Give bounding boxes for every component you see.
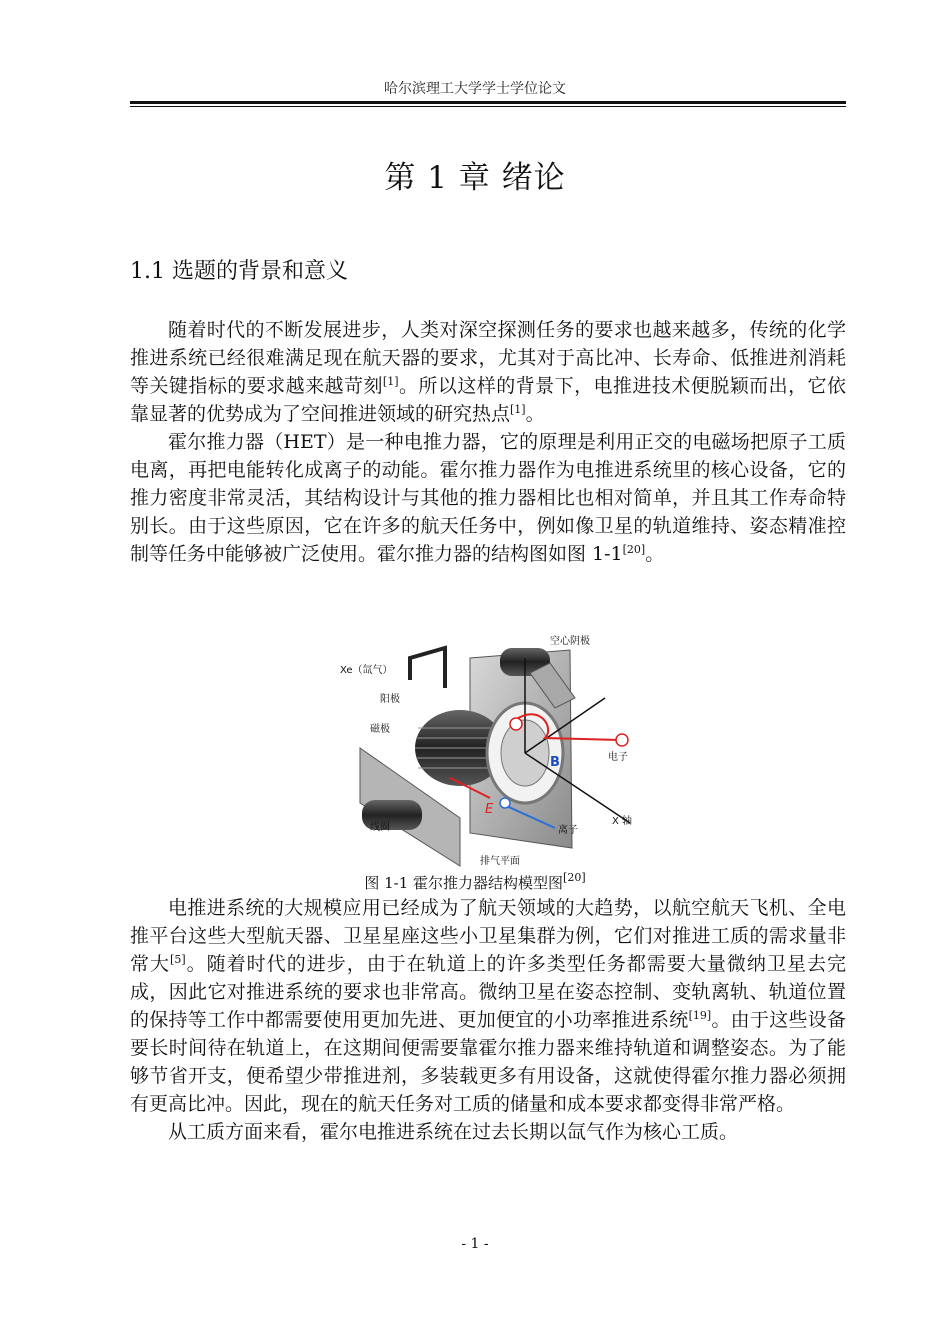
- label-exhaust-plane: 排气平面: [480, 856, 520, 867]
- paragraph-block-2: [130, 894, 846, 1146]
- citation: [20]: [622, 543, 646, 556]
- paragraph-1: [130, 316, 846, 428]
- paragraph-3-text-b: 。随着时代的进步，由于在轨道上的许多类型任务都需要大量微纳卫星去完成，因此它对推进系统的要求也非常高。微纳卫星在姿态控制、变轨离轨、轨道位置的保持等工作中都需要使用更加先进、更加便宜的小功率推进系统: [130, 953, 846, 1031]
- paragraph-3: [130, 894, 846, 1118]
- citation: [5]: [170, 953, 186, 966]
- paragraph-2-text-a: 霍尔推力器（HET）是一种电推力器，它的原理是利用正交的电磁场把原子工质电离，再把电能转化成离子的动能。霍尔推力器作为电推进系统里的核心设备，它的推力密度非常灵活，其结构设计与其他的推力器相比也相对简单，并且其工作寿命特别长。由于这些原因，它在许多的航天任务中，例如像卫星的轨道维持、姿态精准控制等任务中能够被广泛使用。霍尔推力器的结构图如图 1-1: [130, 431, 846, 565]
- paragraph-2: [130, 428, 846, 568]
- paragraph-1-text-a: 随着时代的不断发展进步，人类对深空探测任务的要求也越来越多，传统的化学推进系统已经很难满足现在航天器的要求，尤其对于高比冲、长寿命、低推进剂消耗等关键指标的要求越来越苛刻: [130, 319, 846, 397]
- figure-caption: [0, 872, 950, 893]
- citation: [1]: [382, 375, 399, 388]
- citation: [20]: [563, 871, 586, 884]
- label-coil: 线圈: [370, 822, 390, 833]
- label-e-field: E: [485, 802, 494, 817]
- citation: [19]: [688, 1009, 712, 1022]
- paragraph-1-text-b: 。所以这样的背景下，电推进技术便脱颖而出，它依靠显著的优势成为了空间推进领域的研究热点: [130, 375, 846, 425]
- citation: [1]: [510, 403, 526, 416]
- hall-thruster-figure: [340, 628, 652, 868]
- label-magnetic-pole: 磁极: [370, 724, 390, 735]
- label-b-field: B: [550, 755, 560, 770]
- header-rule-thin: [130, 106, 846, 107]
- section-title: 1.1 选题的背景和意义: [130, 259, 348, 284]
- paragraph-2-text-b: 。: [645, 543, 665, 565]
- label-x-axis: X 轴: [612, 816, 633, 827]
- paragraph-1-text-c: 。: [525, 403, 545, 425]
- ion-symbol: [500, 798, 510, 808]
- chapter-title: 第 1 章 绪论: [384, 160, 566, 196]
- label-anode: 阳极: [380, 694, 400, 705]
- label-electron: 电子: [608, 752, 628, 763]
- page-number: - 1 -: [461, 1236, 489, 1252]
- label-xenon: Xe（氙气）: [340, 665, 393, 676]
- paragraph-block-1: [130, 316, 846, 568]
- gas-feed-line: [410, 648, 445, 688]
- paragraph-3-text-a: 电推进系统的大规模应用已经成为了航天领域的大趋势，以航空航天飞机、全电推平台这些大型航天器、卫星星座这些小卫星集群为例，它们对推进工质的需求量非常大: [130, 897, 846, 975]
- paragraph-3-text-c: 。由于这些设备要长时间待在轨道上，在这期间便需要靠霍尔推力器来维持轨道和调整姿态。为了能够节省开支，便希望少带推进剂，多装载更多有用设备，这就使得霍尔推力器必须拥有更高比冲。因此，现在的航天任务对工质的储量和成本要求都变得非常严格。: [130, 1009, 846, 1115]
- electron-symbol: [510, 718, 522, 730]
- label-cathode: 空心阴极: [550, 636, 590, 647]
- figure-caption-text: 图 1-1 霍尔推力器结构模型图: [364, 874, 564, 892]
- label-ion: 离子: [558, 825, 578, 836]
- running-header: 哈尔滨理工大学学士学位论文: [384, 81, 566, 97]
- paragraph-4: 从工质方面来看，霍尔电推进系统在过去长期以氙气作为核心工质。: [168, 1121, 739, 1143]
- header-rule-thick: [130, 101, 846, 104]
